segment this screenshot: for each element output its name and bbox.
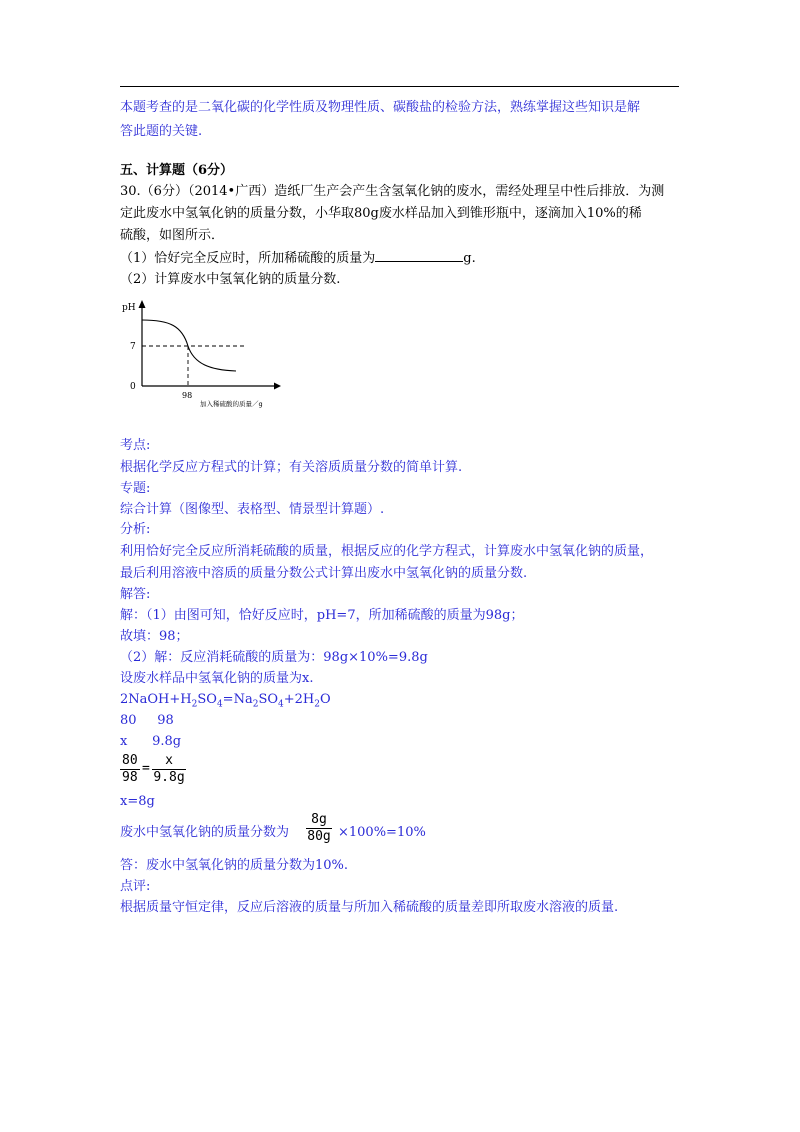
ph-curve: [142, 320, 236, 371]
question-line-1: 30.（6分）（2014•广西）造纸厂生产会产生含氢氧化钠的废水，需经处理呈中性后排放．为测: [120, 184, 665, 199]
ratio-fraction-right: $\frac{x}{9.8g}$: [153, 753, 185, 785]
question-sub-1-text: （1）恰好完全反应时，所加稀硫酸的质量为: [120, 251, 376, 266]
y-axis-arrow: [139, 300, 146, 308]
y-axis-label: pH: [122, 303, 136, 313]
jieda-label: 解答:: [120, 587, 151, 602]
fenxi-label: 分析:: [120, 522, 151, 537]
ratio-equals: =: [142, 761, 150, 776]
solution-line-2: （2）解：反应消耗硫酸的质量为：98g×10%=9.8g: [120, 650, 428, 665]
mass-fraction: $\frac{8g}{80g}$: [307, 812, 331, 844]
chemical-equation: $2NaOH+H_2SO_4=Na_2SO_4+2H_2O$: [120, 692, 331, 710]
fraction-line-prefix: 废水中氢氧化钠的质量分数为: [120, 825, 290, 840]
x-result: x=8g: [120, 794, 155, 809]
question-line-3: 硫酸，如图所示．: [120, 228, 225, 243]
summary-line-1: 本题考查的是二氧化碳的化学性质及物理性质、碳酸盐的检验方法，熟练掌握这些知识是解: [120, 100, 641, 115]
x-tick-98: 98: [182, 391, 193, 400]
kaodian-text: 根据化学反应方程式的计算；有关溶质质量分数的简单计算.: [120, 460, 463, 475]
solution-line-1: 解：（1）由图可知，恰好反应时，pH=7，所加稀硫酸的质量为98g；: [120, 608, 524, 623]
kaodian-label: 考点:: [120, 438, 151, 453]
ratio-row-2: x 9.8g: [120, 734, 182, 749]
question-sub-2: （2）计算废水中氢氧化钠的质量分数.: [120, 272, 341, 287]
answer-blank: [375, 249, 463, 262]
y-tick-7: 7: [130, 342, 136, 352]
summary-line-2: 答此题的关键.: [120, 124, 203, 139]
section-title: 五、计算题（6分）: [120, 163, 234, 178]
dianping-text: 根据质量守恒定律，反应后溶液的质量与所加入稀硫酸的质量差即所取废水溶液的质量.: [120, 900, 619, 915]
question-sub-1: [120, 249, 476, 268]
zhuanti-text: 综合计算（图像型、表格型、情景型计算题）.: [120, 502, 385, 517]
ratio-row-1: 80 98: [120, 713, 174, 728]
x-axis-arrow: [274, 383, 281, 390]
solution-fill: 故填：98；: [120, 629, 189, 644]
solution-assume: 设废水样品中氢氧化钠的质量为x.: [120, 671, 314, 686]
y-tick-0: 0: [130, 382, 136, 392]
x-axis-label: 加入稀硫酸的质量／g: [200, 400, 263, 408]
ph-chart: [118, 294, 288, 409]
dianping-label: 点评:: [120, 879, 151, 894]
fenxi-line-1: 利用恰好完全反应所消耗硫酸的质量，根据反应的化学方程式，计算废水中氢氧化钠的质量，: [120, 544, 654, 559]
fenxi-line-2: 最后利用溶液中溶质的质量分数公式计算出废水中氢氧化钠的质量分数.: [120, 566, 528, 581]
question-sub-1-unit: g.: [463, 251, 476, 266]
question-line-2: 定此废水中氢氧化钠的质量分数，小华取80g废水样品加入到锥形瓶中，逐滴加入10%的稀: [120, 206, 642, 221]
top-divider: [120, 86, 679, 87]
ratio-fraction-left: $\frac{80}{98}$: [122, 753, 138, 785]
zhuanti-label: 专题:: [120, 481, 151, 496]
final-answer: 答：废水中氢氧化钠的质量分数为10%.: [120, 858, 349, 873]
fraction-line-suffix: ×100%=10%: [338, 825, 426, 840]
